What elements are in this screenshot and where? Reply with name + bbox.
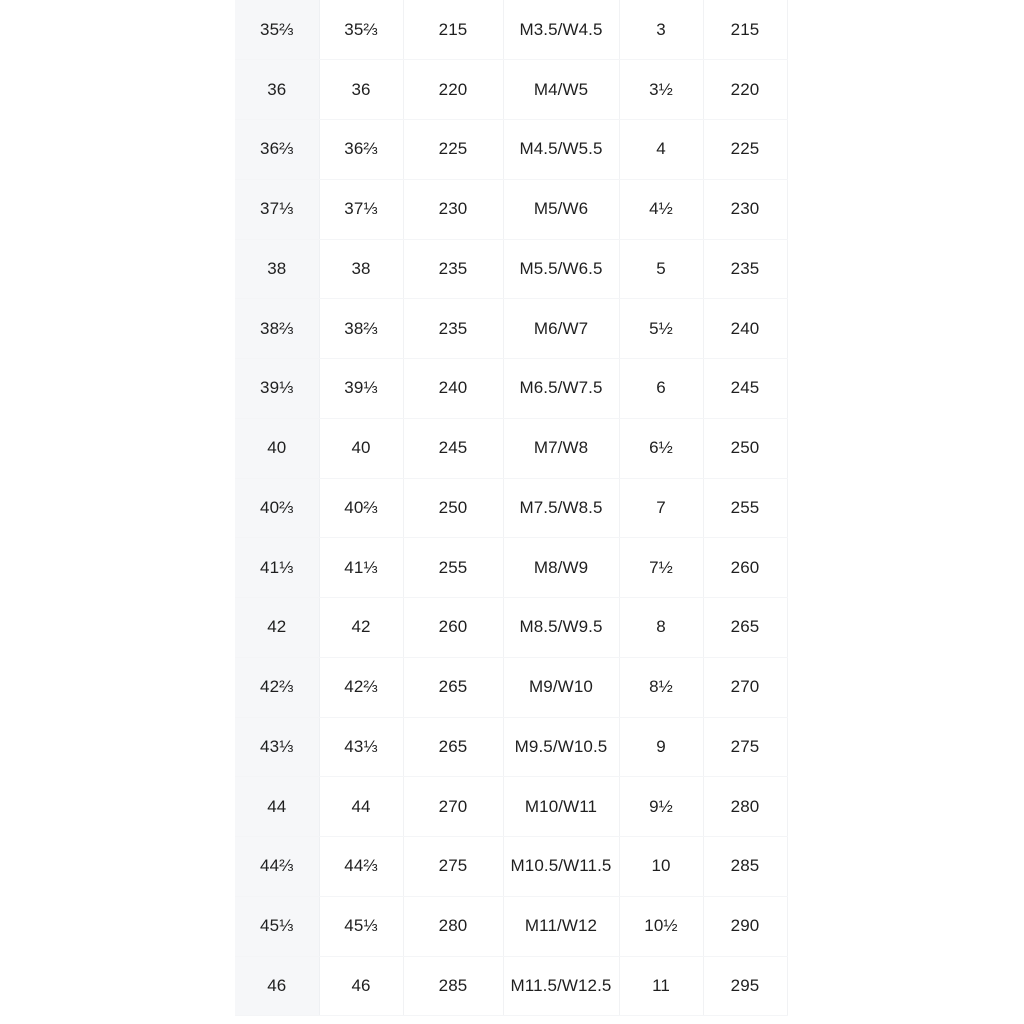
table-cell: 265 [403, 717, 503, 777]
table-cell: 38⅔ [235, 299, 319, 359]
table-row [235, 837, 787, 897]
size-chart-body [235, 0, 787, 1016]
table-cell: 37⅓ [319, 179, 403, 239]
table-cell: 42⅔ [319, 657, 403, 717]
table-cell: 36 [235, 60, 319, 120]
table-cell: 6 [619, 359, 703, 419]
table-cell: 8½ [619, 657, 703, 717]
table-cell: 220 [703, 60, 787, 120]
table-cell: M10/W11 [503, 777, 619, 837]
table-cell: 40⅔ [319, 478, 403, 538]
table-row [235, 299, 787, 359]
table-cell: 280 [403, 896, 503, 956]
table-row [235, 956, 787, 1016]
table-cell: 35⅔ [235, 0, 319, 60]
table-row [235, 239, 787, 299]
table-row [235, 896, 787, 956]
table-cell: 255 [403, 538, 503, 598]
table-cell: M9/W10 [503, 657, 619, 717]
table-cell: M4.5/W5.5 [503, 120, 619, 180]
table-cell: 290 [703, 896, 787, 956]
table-cell: 3½ [619, 60, 703, 120]
table-cell: 44 [235, 777, 319, 837]
table-cell: 270 [703, 657, 787, 717]
table-row [235, 418, 787, 478]
table-cell: 295 [703, 956, 787, 1016]
table-cell: 240 [703, 299, 787, 359]
table-cell: M8/W9 [503, 538, 619, 598]
table-row [235, 538, 787, 598]
table-cell: 270 [403, 777, 503, 837]
table-row [235, 60, 787, 120]
table-cell: 36⅔ [319, 120, 403, 180]
table-cell: 240 [403, 359, 503, 419]
table-cell: 8 [619, 598, 703, 658]
table-cell: M7/W8 [503, 418, 619, 478]
table-cell: M3.5/W4.5 [503, 0, 619, 60]
table-cell: 40⅔ [235, 478, 319, 538]
table-cell: 245 [403, 418, 503, 478]
table-cell: 5 [619, 239, 703, 299]
table-cell: 7 [619, 478, 703, 538]
table-cell: 250 [403, 478, 503, 538]
table-cell: 38⅔ [319, 299, 403, 359]
table-cell: M7.5/W8.5 [503, 478, 619, 538]
table-cell: 4½ [619, 179, 703, 239]
table-cell: 9 [619, 717, 703, 777]
table-cell: 230 [703, 179, 787, 239]
table-row [235, 777, 787, 837]
table-cell: M11.5/W12.5 [503, 956, 619, 1016]
table-cell: 7½ [619, 538, 703, 598]
table-cell: 36⅔ [235, 120, 319, 180]
table-cell: M5/W6 [503, 179, 619, 239]
table-cell: 225 [403, 120, 503, 180]
table-cell: 42 [235, 598, 319, 658]
table-cell: 35⅔ [319, 0, 403, 60]
table-cell: 39⅓ [319, 359, 403, 419]
table-cell: 260 [703, 538, 787, 598]
table-cell: 39⅓ [235, 359, 319, 419]
size-chart-container [235, 0, 787, 1024]
table-cell: 10 [619, 837, 703, 897]
table-cell: 4 [619, 120, 703, 180]
table-cell: M8.5/W9.5 [503, 598, 619, 658]
table-cell: 280 [703, 777, 787, 837]
table-cell: 41⅓ [235, 538, 319, 598]
table-row [235, 179, 787, 239]
table-cell: 275 [403, 837, 503, 897]
table-cell: 285 [703, 837, 787, 897]
table-cell: 44⅔ [319, 837, 403, 897]
table-row [235, 120, 787, 180]
table-row [235, 478, 787, 538]
table-cell: M4/W5 [503, 60, 619, 120]
table-cell: 43⅓ [235, 717, 319, 777]
table-cell: 220 [403, 60, 503, 120]
table-cell: 45⅓ [235, 896, 319, 956]
table-cell: 255 [703, 478, 787, 538]
table-cell: 235 [403, 299, 503, 359]
table-cell: 3 [619, 0, 703, 60]
table-row [235, 0, 787, 60]
table-cell: 260 [403, 598, 503, 658]
table-row [235, 359, 787, 419]
table-cell: 36 [319, 60, 403, 120]
table-cell: 42⅔ [235, 657, 319, 717]
table-cell: 235 [403, 239, 503, 299]
table-cell: 215 [703, 0, 787, 60]
table-cell: 265 [403, 657, 503, 717]
table-cell: 42 [319, 598, 403, 658]
table-cell: M6/W7 [503, 299, 619, 359]
table-row [235, 657, 787, 717]
table-cell: 43⅓ [319, 717, 403, 777]
table-cell: 215 [403, 0, 503, 60]
table-cell: M11/W12 [503, 896, 619, 956]
table-cell: 275 [703, 717, 787, 777]
table-cell: M5.5/W6.5 [503, 239, 619, 299]
table-row [235, 598, 787, 658]
table-cell: 230 [403, 179, 503, 239]
size-chart-table [235, 0, 788, 1016]
table-cell: 38 [235, 239, 319, 299]
table-cell: 235 [703, 239, 787, 299]
table-cell: 5½ [619, 299, 703, 359]
table-cell: 11 [619, 956, 703, 1016]
table-cell: 37⅓ [235, 179, 319, 239]
table-row [235, 717, 787, 777]
table-cell: M10.5/W11.5 [503, 837, 619, 897]
table-cell: 46 [319, 956, 403, 1016]
table-cell: 285 [403, 956, 503, 1016]
table-cell: 245 [703, 359, 787, 419]
table-cell: 45⅓ [319, 896, 403, 956]
table-cell: 265 [703, 598, 787, 658]
table-cell: M9.5/W10.5 [503, 717, 619, 777]
table-cell: 44⅔ [235, 837, 319, 897]
table-cell: 10½ [619, 896, 703, 956]
table-cell: 225 [703, 120, 787, 180]
table-cell: 41⅓ [319, 538, 403, 598]
table-cell: 38 [319, 239, 403, 299]
table-cell: M6.5/W7.5 [503, 359, 619, 419]
table-cell: 250 [703, 418, 787, 478]
table-cell: 40 [235, 418, 319, 478]
table-cell: 40 [319, 418, 403, 478]
table-cell: 9½ [619, 777, 703, 837]
table-cell: 44 [319, 777, 403, 837]
table-cell: 46 [235, 956, 319, 1016]
table-cell: 6½ [619, 418, 703, 478]
